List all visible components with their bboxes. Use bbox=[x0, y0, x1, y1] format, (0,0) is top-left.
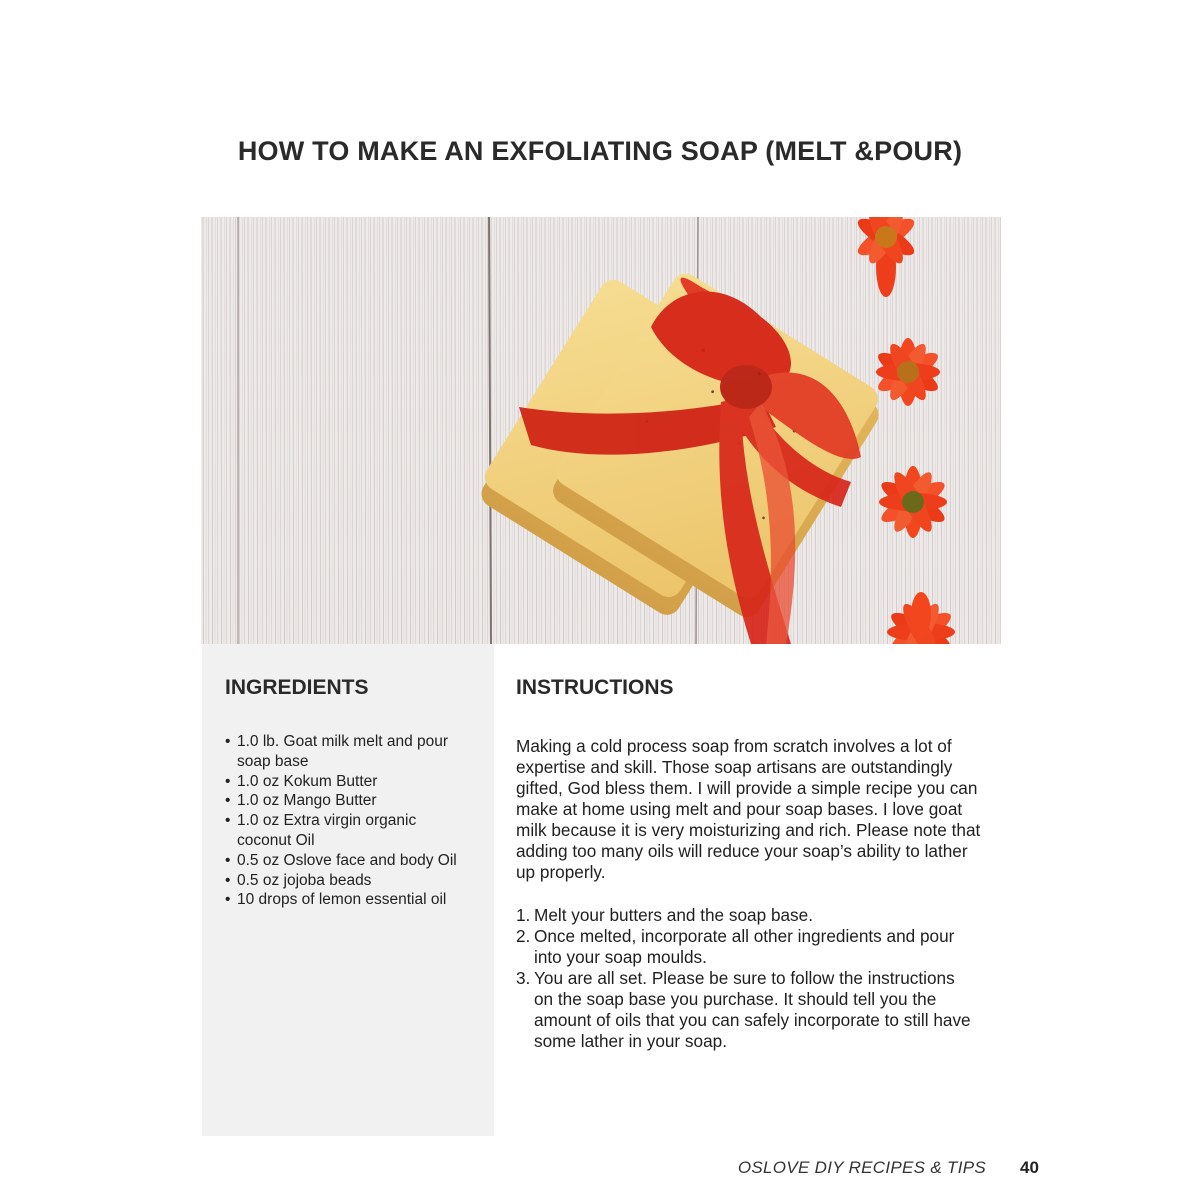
bullet-icon: • bbox=[225, 733, 231, 750]
instructions-heading: INSTRUCTIONS bbox=[516, 676, 674, 699]
ingredients-list bbox=[224, 732, 474, 910]
step-number: 2. bbox=[516, 926, 531, 946]
step-number: 1. bbox=[516, 905, 531, 925]
bullet-icon: • bbox=[225, 812, 231, 830]
footer-label: OSLOVE DIY RECIPES & TIPS bbox=[737, 1158, 986, 1177]
step-item bbox=[516, 968, 976, 1052]
list-item: • 0.5 oz Oslove face and body Oil bbox=[225, 851, 457, 869]
page-title: HOW TO MAKE AN EXFOLIATING SOAP (MELT &POUR) bbox=[237, 136, 963, 167]
ingredients-heading: INGREDIENTS bbox=[225, 676, 369, 699]
hero-photo bbox=[201, 217, 1001, 644]
bullet-icon: • bbox=[225, 772, 231, 790]
page-number: 40 bbox=[1020, 1158, 1039, 1177]
list-item: • 1.0 oz Kokum Butter bbox=[225, 772, 378, 790]
step-item bbox=[516, 926, 976, 968]
step-number: 3. bbox=[516, 968, 531, 988]
list-item: • 1.0 oz Extra virgin organic coconut Oil bbox=[225, 812, 417, 849]
bullet-icon: • bbox=[225, 792, 231, 810]
step-text: Melt your butters and the soap base. bbox=[534, 905, 813, 925]
bullet-icon: • bbox=[225, 891, 231, 909]
step-item bbox=[516, 905, 976, 926]
step-text: Once melted, incorporate all other ingredients and pour into your soap moulds. bbox=[534, 926, 955, 967]
bullet-icon: • bbox=[225, 851, 231, 869]
step-text: You are all set. Please be sure to follow the instructions on the soap base you purchase. It should tell you the amount of oils that you can safely incorporate to still have some lather in your soap. bbox=[534, 968, 971, 1051]
soap-photo-illustration bbox=[201, 217, 1001, 644]
bullet-icon: • bbox=[225, 871, 231, 889]
ingredients-panel bbox=[202, 644, 494, 1136]
instructions-intro: Making a cold process soap from scratch involves a lot of expertise and skill. Those soap artisans are outstandingly gifted, God bless them. I will provide a simple recipe you can make at home using melt and pour soap bases. I love goat milk because it is very moisturizing and rich. Please note that adding too many oils will reduce your soap’s ability to lather up properly. bbox=[516, 736, 981, 882]
steps-list bbox=[516, 905, 976, 1052]
list-item: • 10 drops of lemon essential oil bbox=[225, 891, 447, 909]
list-item: • 1.0 lb. Goat milk melt and pour soap base bbox=[225, 733, 449, 770]
list-item: • 1.0 oz Mango Butter bbox=[225, 792, 377, 810]
list-item: • 0.5 oz jojoba beads bbox=[225, 871, 372, 889]
